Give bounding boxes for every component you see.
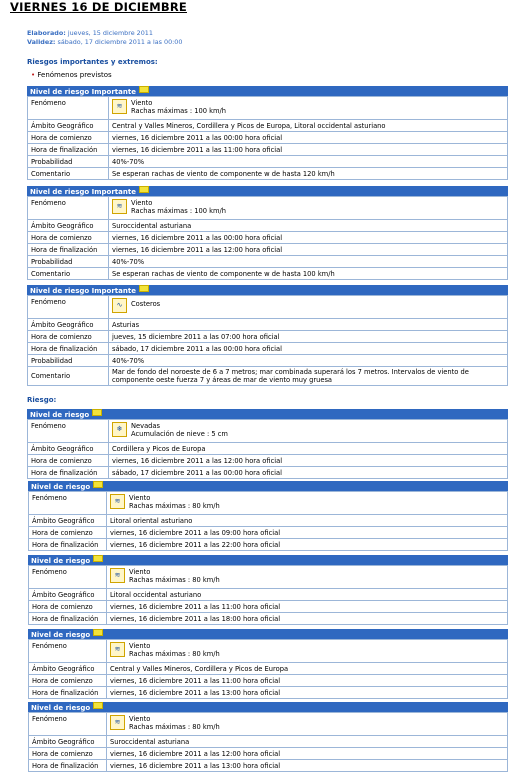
label-finalizacion: Hora de finalización (28, 244, 109, 256)
label-ambito: Ámbito Geográfico (28, 220, 109, 232)
label-finalizacion: Hora de finalización (29, 687, 107, 699)
end-value: viernes, 16 diciembre 2011 a las 13:00 hora oficial (107, 760, 508, 772)
label-ambito: Ámbito Geográfico (29, 736, 107, 748)
bullet-icon: • (31, 71, 36, 79)
risk-table (28, 491, 508, 551)
end-value: viernes, 16 diciembre 2011 a las 13:00 hora oficial (107, 687, 508, 699)
label-finalizacion: Hora de finalización (29, 760, 107, 772)
risk-header-label: Nivel de riesgo Importante (30, 88, 136, 96)
extreme-risks-heading: Riesgos importantes y extremos: (27, 58, 158, 66)
validez-value: sábado, 17 diciembre 2011 a las 00:00 (55, 37, 183, 46)
comment-value: Se esperan rachas de viento de componente w de hasta 120 km/h (109, 168, 508, 180)
area-value: Suroccidental asturiana (109, 220, 508, 232)
label-comentario: Comentario (28, 168, 109, 180)
start-value: viernes, 16 diciembre 2011 a las 00:00 hora oficial (109, 232, 508, 244)
label-ambito: Ámbito Geográfico (29, 589, 107, 601)
area-value: Litoral oriental asturiano (107, 515, 508, 527)
area-value: Central y Valles Mineros, Cordillera y Picos de Europa (107, 663, 508, 675)
risk-table (28, 639, 508, 699)
risk-header-label: Nivel de riesgo (31, 483, 91, 491)
wind-icon: ≋ (110, 568, 125, 583)
start-value: viernes, 16 diciembre 2011 a las 09:00 hora oficial (107, 527, 508, 539)
label-finalizacion: Hora de finalización (28, 467, 109, 479)
label-comienzo: Hora de comienzo (29, 675, 107, 687)
forecast-bullet (31, 71, 112, 79)
label-probabilidad: Probabilidad (28, 355, 109, 367)
label-ambito: Ámbito Geográfico (28, 120, 109, 132)
label-comienzo: Hora de comienzo (29, 748, 107, 760)
risk-table (27, 295, 508, 386)
phenomenon-name: Costeros (131, 300, 161, 308)
probability-value: 40%-70% (109, 256, 508, 268)
label-fenomeno: Fenómeno (29, 713, 107, 736)
risk-table (27, 196, 508, 280)
phenomenon-cell (109, 420, 508, 443)
phenomenon-name: Viento (129, 568, 151, 576)
area-value: Asturias (109, 319, 508, 331)
risk-header (27, 285, 508, 295)
label-finalizacion: Hora de finalización (29, 539, 107, 551)
risk-header (28, 702, 508, 712)
start-value: viernes, 16 diciembre 2011 a las 12:00 hora oficial (109, 455, 508, 467)
phenomenon-name: Viento (129, 494, 151, 502)
probability-value: 40%-70% (109, 156, 508, 168)
risk-header (27, 86, 508, 96)
risk-block (28, 481, 508, 551)
label-probabilidad: Probabilidad (28, 256, 109, 268)
label-comentario: Comentario (28, 268, 109, 280)
phenomenon-cell (107, 640, 508, 663)
label-ambito: Ámbito Geográfico (28, 443, 109, 455)
phenomenon-cell (109, 97, 508, 120)
phenomenon-detail: Rachas máximas : 80 km/h (129, 723, 220, 731)
label-finalizacion: Hora de finalización (28, 144, 109, 156)
phenomenon-name: Viento (129, 715, 151, 723)
comment-value: Mar de fondo del noroeste de 6 a 7 metros; mar combinada superará los 7 metros. Intervalos de viento de componente oeste fuerza 7 y áreas de mar de viento muy gruesa (109, 367, 508, 386)
risk-header (28, 481, 508, 491)
probability-value: 40%-70% (109, 355, 508, 367)
level-flag-icon (93, 481, 103, 488)
area-value: Central y Valles Mineros, Cordillera y Picos de Europa, Litoral occidental asturiano (109, 120, 508, 132)
wind-icon: ≋ (110, 494, 125, 509)
elaborado-label: Elaborado: (27, 29, 66, 37)
label-fenomeno: Fenómeno (28, 296, 109, 319)
important-risk-block (27, 186, 508, 280)
phenomenon-name: Nevadas (131, 422, 160, 430)
area-value: Cordillera y Picos de Europa (109, 443, 508, 455)
label-fenomeno: Fenómeno (28, 197, 109, 220)
important-risk-block (27, 86, 508, 180)
risk-header (28, 555, 508, 565)
phenomenon-detail: Rachas máximas : 100 km/h (131, 107, 227, 115)
label-comienzo: Hora de comienzo (28, 232, 109, 244)
phenomenon-detail: Rachas máximas : 100 km/h (131, 207, 227, 215)
label-comienzo: Hora de comienzo (28, 132, 109, 144)
wind-icon: ≋ (112, 99, 127, 114)
phenomenon-detail: Acumulación de nieve : 5 cm (131, 430, 228, 438)
wind-icon: ≋ (110, 642, 125, 657)
level-flag-icon (93, 629, 103, 636)
label-finalizacion: Hora de finalización (29, 613, 107, 625)
coastal-icon: ∿ (112, 298, 127, 313)
label-comienzo: Hora de comienzo (28, 331, 109, 343)
risk-block (28, 702, 508, 772)
phenomenon-detail: Rachas máximas : 80 km/h (129, 576, 220, 584)
risk-table (28, 565, 508, 625)
level-flag-icon (139, 285, 149, 292)
level-flag-icon (93, 702, 103, 709)
wind-icon: ≋ (110, 715, 125, 730)
phenomenon-cell (107, 713, 508, 736)
wind-icon: ≋ (112, 199, 127, 214)
label-finalizacion: Hora de finalización (28, 343, 109, 355)
label-fenomeno: Fenómeno (29, 566, 107, 589)
bullet-text: Fenómenos previstos (37, 71, 112, 79)
phenomenon-name: Viento (131, 99, 153, 107)
label-comentario: Comentario (28, 367, 109, 386)
label-fenomeno: Fenómeno (28, 420, 109, 443)
risk-header-label: Nivel de riesgo (30, 411, 90, 419)
end-value: viernes, 16 diciembre 2011 a las 22:00 hora oficial (107, 539, 508, 551)
risk-table (28, 712, 508, 772)
start-value: viernes, 16 diciembre 2011 a las 12:00 hora oficial (107, 748, 508, 760)
risk-header-label: Nivel de riesgo Importante (30, 188, 136, 196)
elaborado-value: jueves, 15 diciembre 2011 (65, 29, 153, 37)
label-comienzo: Hora de comienzo (28, 455, 109, 467)
risk-header (27, 409, 508, 419)
start-value: viernes, 16 diciembre 2011 a las 11:00 hora oficial (107, 601, 508, 613)
snow-icon: ❄ (112, 422, 127, 437)
validez-label: Validez: (27, 37, 56, 46)
risk-block (27, 409, 508, 479)
risk-header-label: Nivel de riesgo Importante (30, 287, 136, 295)
important-risk-block (27, 285, 508, 386)
risk-header (28, 629, 508, 639)
risk-block (28, 629, 508, 699)
page-title: VIERNES 16 DE DICIEMBRE (10, 0, 187, 14)
phenomenon-detail: Rachas máximas : 80 km/h (129, 502, 220, 510)
risk-header-label: Nivel de riesgo (31, 557, 91, 565)
risk-header-label: Nivel de riesgo (31, 704, 91, 712)
label-fenomeno: Fenómeno (28, 97, 109, 120)
risk-block (28, 555, 508, 625)
area-value: Suroccidental asturiana (107, 736, 508, 748)
area-value: Litoral occidental asturiano (107, 589, 508, 601)
label-ambito: Ámbito Geográfico (29, 515, 107, 527)
phenomenon-cell (107, 566, 508, 589)
label-probabilidad: Probabilidad (28, 156, 109, 168)
phenomenon-name: Viento (131, 199, 153, 207)
label-fenomeno: Fenómeno (29, 492, 107, 515)
start-value: viernes, 16 diciembre 2011 a las 00:00 hora oficial (109, 132, 508, 144)
phenomenon-detail: Rachas máximas : 80 km/h (129, 650, 220, 658)
label-fenomeno: Fenómeno (29, 640, 107, 663)
level-flag-icon (139, 86, 149, 93)
risk-header-label: Nivel de riesgo (31, 631, 91, 639)
label-comienzo: Hora de comienzo (29, 527, 107, 539)
end-value: viernes, 16 diciembre 2011 a las 12:00 hora oficial (109, 244, 508, 256)
end-value: sábado, 17 diciembre 2011 a las 00:00 hora oficial (109, 343, 508, 355)
end-value: viernes, 16 diciembre 2011 a las 11:00 hora oficial (109, 144, 508, 156)
risk-table (27, 96, 508, 180)
phenomenon-cell (107, 492, 508, 515)
start-value: viernes, 16 diciembre 2011 a las 11:00 hora oficial (107, 675, 508, 687)
phenomenon-cell (109, 197, 508, 220)
level-flag-icon (92, 409, 102, 416)
risk-heading: Riesgo: (27, 396, 57, 404)
risk-header (27, 186, 508, 196)
risk-table (27, 419, 508, 479)
label-comienzo: Hora de comienzo (29, 601, 107, 613)
comment-value: Se esperan rachas de viento de componente w de hasta 100 km/h (109, 268, 508, 280)
level-flag-icon (139, 186, 149, 193)
label-ambito: Ámbito Geográfico (29, 663, 107, 675)
end-value: sábado, 17 diciembre 2011 a las 00:00 hora oficial (109, 467, 508, 479)
level-flag-icon (93, 555, 103, 562)
phenomenon-name: Viento (129, 642, 151, 650)
end-value: viernes, 16 diciembre 2011 a las 18:00 hora oficial (107, 613, 508, 625)
issue-metadata (27, 29, 182, 46)
start-value: jueves, 15 diciembre 2011 a las 07:00 hora oficial (109, 331, 508, 343)
label-ambito: Ámbito Geográfico (28, 319, 109, 331)
phenomenon-cell (109, 296, 508, 319)
